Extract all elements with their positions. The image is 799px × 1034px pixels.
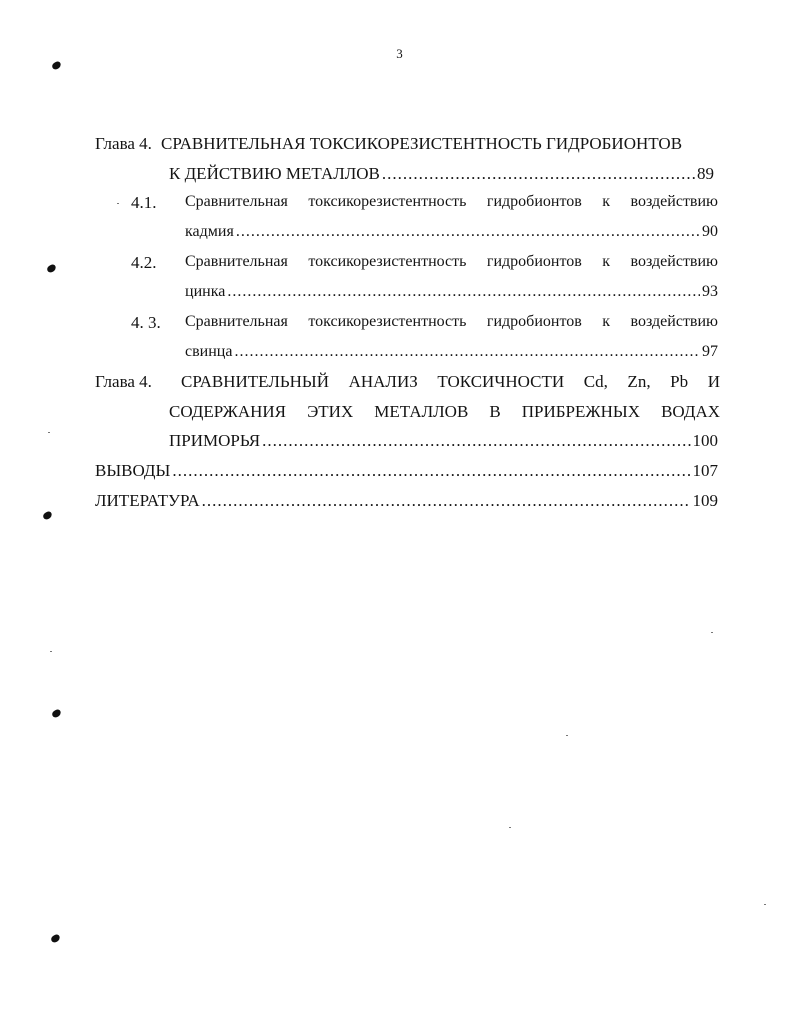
toc-entry[interactable] <box>185 343 718 361</box>
toc-section-number: 4. 3. <box>131 313 161 332</box>
toc-section-number: 4.1. <box>131 193 157 212</box>
toc-entry-title: кадмия <box>185 223 234 240</box>
toc-page-number: 93 <box>702 283 718 300</box>
toc-entry[interactable] <box>185 223 718 241</box>
leader-dots <box>382 164 695 184</box>
toc-section-title: Сравнительная токсикорезистентность гидробионтов к воздействию <box>185 253 718 270</box>
toc-entry[interactable] <box>169 164 714 184</box>
toc-entry[interactable] <box>95 461 718 481</box>
toc-section-number: 4.2. <box>131 253 157 272</box>
toc-chapter-label: Глава 4. <box>95 372 152 391</box>
toc-chapter-label: Глава 4. <box>95 134 152 153</box>
toc-chapter-title: СОДЕРЖАНИЯ ЭТИХ МЕТАЛЛОВ В ПРИБРЕЖНЫХ ВОДАХ <box>169 402 720 421</box>
leader-dots <box>262 431 690 451</box>
toc-page-number: 90 <box>702 223 718 240</box>
toc-entry-title: ВЫВОДЫ <box>95 461 171 480</box>
leader-dots <box>227 283 700 301</box>
toc-entry[interactable] <box>95 491 718 511</box>
toc-page-number: 97 <box>702 343 718 360</box>
toc-section-title: Сравнительная токсикорезистентность гидробионтов к воздействию <box>185 313 718 330</box>
toc-page-number: 100 <box>692 431 718 450</box>
toc-entry-title: ЛИТЕРАТУРА <box>95 491 200 510</box>
toc-entry-title: ПРИМОРЬЯ <box>169 431 261 450</box>
toc-section-title: Сравнительная токсикорезистентность гидробионтов к воздействию <box>185 193 718 210</box>
leader-dots <box>234 343 700 361</box>
toc-page-number: 107 <box>692 461 718 480</box>
page-number: 3 <box>396 46 403 61</box>
toc-entry-title: цинка <box>185 283 226 300</box>
toc-entry-title: К ДЕЙСТВИЮ МЕТАЛЛОВ <box>169 164 380 183</box>
scan-speck <box>566 735 568 736</box>
leader-dots <box>236 223 700 241</box>
toc-page-number: 109 <box>692 491 718 510</box>
scan-speck <box>764 904 766 905</box>
scan-speck <box>48 432 50 433</box>
scan-speck <box>117 203 119 204</box>
toc-chapter-title: СРАВНИТЕЛЬНАЯ ТОКСИКОРЕЗИСТЕНТНОСТЬ ГИДРОБИОНТОВ <box>161 134 683 153</box>
toc-entry[interactable] <box>169 431 718 451</box>
toc-page-number: 89 <box>697 164 714 183</box>
scan-speck <box>711 632 713 633</box>
leader-dots <box>172 461 690 481</box>
scan-speck <box>509 827 511 828</box>
scan-speck <box>50 651 52 652</box>
toc-chapter-title: СРАВНИТЕЛЬНЫЙ АНАЛИЗ ТОКСИЧНОСТИ Cd, Zn, Pb И <box>181 372 720 391</box>
toc-entry-title: свинца <box>185 343 233 360</box>
toc-entry[interactable] <box>185 283 718 301</box>
leader-dots <box>202 491 691 511</box>
